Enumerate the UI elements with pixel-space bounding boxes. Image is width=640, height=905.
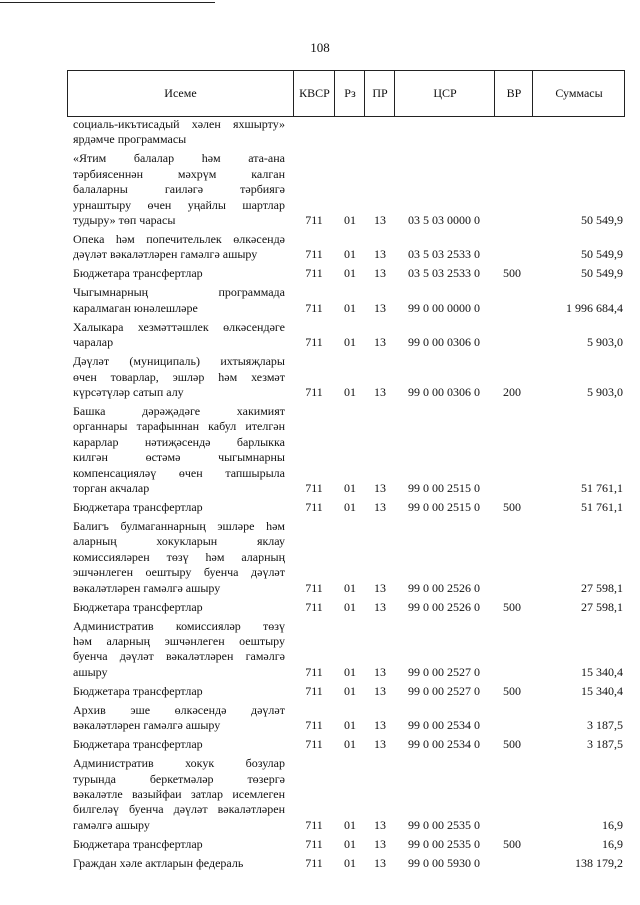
cell-rz: 01 [344,664,356,679]
cell-sum: 5 903,0 [587,385,623,399]
cell-pr: 13 [374,481,386,495]
row-name-line: дәүләт вәкаләтләрен гамәлгә ашыру [73,247,258,262]
cell-vr: 500 [503,599,521,614]
cell-kvsr: 711 [305,599,323,614]
cell-kvsr: 711 [305,664,323,679]
cell-sum: 5 903,0 [587,335,623,350]
row-name-line: Административ комиссияләр төзү [73,618,285,633]
row-name-line: комиссияләрен төзү һәм аларның [73,549,285,564]
row-name-line: Бюджетара трансфертлар [73,500,203,514]
cell-csr: 99 0 00 2535 0 [408,817,480,832]
row-name-line: урнаштыру өчен уңайлы шартлар [73,197,285,212]
cell-rz: 01 [344,481,356,495]
row-name-line: Башка дәрәҗәдәге хакимият [73,404,285,418]
row-name-line: Граждан хәле актларын федераль [73,855,244,870]
cell-sum: 50 549,9 [581,213,623,227]
cell-sum: 15 340,4 [581,664,623,679]
header-rz: Рз [334,71,365,116]
top-rule [0,2,215,3]
cell-vr: 500 [503,266,521,281]
cell-rz: 01 [344,580,356,595]
cell-csr: 99 0 00 2527 0 [408,664,480,679]
row-name-line: өчен товарлар, эшләр һәм хезмәт [73,369,285,384]
cell-csr: 99 0 00 2526 0 [408,599,480,614]
cell-rz: 01 [344,683,356,698]
row-name-line: билгеләү буенча дәүләт вәкаләтләрен [73,802,285,817]
row-name-line: «Ятим балалар һәм ата-ана [73,151,285,166]
cell-csr: 03 5 03 2533 0 [408,266,480,281]
cell-kvsr: 711 [305,718,323,733]
cell-csr: 99 0 00 2515 0 [408,500,480,514]
row-name-line: Балигъ булмаганнарның эшләре һәм [73,519,285,533]
cell-pr: 13 [374,817,386,832]
cell-pr: 13 [374,664,386,679]
cell-csr: 99 0 00 0000 0 [408,300,480,315]
cell-rz: 01 [344,247,356,262]
cell-rz: 01 [344,817,356,832]
header-name: Исеме [164,86,197,100]
cell-rz: 01 [344,855,356,870]
cell-csr: 99 0 00 0306 0 [408,385,480,399]
row-name-line: вәкаләтле вазыйфаи затлар исемлеген [73,787,285,801]
cell-rz: 01 [344,266,356,281]
cell-rz: 01 [344,300,356,315]
cell-pr: 13 [374,599,386,614]
row-name-line: ярдәмче программасы [73,132,187,147]
cell-sum: 3 187,5 [587,737,623,752]
cell-sum: 50 549,9 [581,247,623,262]
cell-pr: 13 [374,385,386,399]
cell-kvsr: 711 [305,855,323,870]
cell-csr: 03 5 03 2533 0 [408,247,480,262]
row-name-line: Административ хокук бозулар [73,756,285,771]
table-header [67,70,625,117]
cell-kvsr: 711 [305,683,323,698]
cell-sum: 50 549,9 [581,266,623,281]
row-name-line: Опека һәм попечительлек өлкәсендә [73,232,285,246]
cell-csr: 99 0 00 2535 0 [408,836,480,851]
cell-rz: 01 [344,718,356,733]
cell-pr: 13 [374,737,386,752]
row-name-line: вәкаләтләрен гамәлгә ашыру [73,580,221,595]
cell-pr: 13 [374,247,386,262]
row-name-line: Архив эше өлкәсендә дәүләт [73,702,285,717]
row-name-line: торган акчалар [73,481,150,495]
row-name-line: чаралар [73,335,114,350]
cell-csr: 99 0 00 2527 0 [408,683,480,698]
cell-vr: 500 [503,500,521,514]
header-pr: ПР [364,71,395,116]
row-name-line: Бюджетара трансфертлар [73,836,203,851]
cell-pr: 13 [374,580,386,595]
cell-rz: 01 [344,335,356,350]
cell-sum: 1 996 684,4 [566,300,623,315]
cell-sum: 27 598,1 [581,599,623,614]
cell-csr: 03 5 03 0000 0 [408,213,480,227]
cell-sum: 27 598,1 [581,580,623,595]
row-name-line: ашыру [73,664,108,679]
cell-kvsr: 711 [305,500,323,514]
cell-vr: 500 [503,836,521,851]
cell-csr: 99 0 00 2534 0 [408,718,480,733]
cell-pr: 13 [374,718,386,733]
cell-sum: 16,9 [602,836,623,851]
cell-vr: 200 [503,385,521,399]
cell-rz: 01 [344,737,356,752]
cell-pr: 13 [374,266,386,281]
row-name-line: Бюджетара трансфертлар [73,599,203,614]
cell-kvsr: 711 [305,580,323,595]
cell-csr: 99 0 00 0306 0 [408,335,480,350]
cell-rz: 01 [344,836,356,851]
row-name-line: Бюджетара трансфертлар [73,683,203,698]
row-name-line: вәкаләтләрен гамәлгә ашыру [73,718,221,733]
cell-vr: 500 [503,683,521,698]
row-name-line: тәрбиясеннән мәхрүм калган [73,166,285,181]
cell-kvsr: 711 [305,481,323,495]
row-name-line: социаль-икътисадый хәлен яхшырту» [73,117,285,131]
cell-csr: 99 0 00 2515 0 [408,481,480,495]
row-name-line: тудыру» төп чарасы [73,213,176,227]
header-kvsr: КВСР [293,71,335,116]
row-name-line: Дәүләт (муниципаль) ихтыяҗлары [73,354,285,369]
row-name-line: эшчәнлеген оештыру буенча дәүләт [73,565,285,580]
cell-csr: 99 0 00 2526 0 [408,580,480,595]
cell-kvsr: 711 [305,213,323,227]
row-name-line: каралмаган юнәлешләре [73,300,198,315]
row-name-line: буенча дәүләт вәкаләтләрен гамәлгә [73,649,285,664]
cell-rz: 01 [344,213,356,227]
cell-vr: 500 [503,737,521,752]
row-name-line: һәм аларның эшчәнлеген оештыру [73,634,285,648]
header-vr: ВР [494,71,533,116]
cell-csr: 99 0 00 5930 0 [408,855,480,870]
cell-kvsr: 711 [305,300,323,315]
page-number: 108 [310,40,330,55]
cell-sum: 15 340,4 [581,683,623,698]
row-name-line: Халыкара хезмәттәшлек өлкәсендәге [73,319,285,334]
cell-pr: 13 [374,213,386,227]
cell-kvsr: 711 [305,737,323,752]
cell-rz: 01 [344,500,356,514]
row-name-line: Бюджетара трансфертлар [73,737,203,752]
cell-sum: 138 179,2 [575,855,623,870]
row-name-line: Бюджетара трансфертлар [73,266,203,281]
cell-sum: 16,9 [602,817,623,832]
cell-pr: 13 [374,683,386,698]
row-name-line: килгән өстәмә чыгымнарны [73,450,285,465]
cell-rz: 01 [344,599,356,614]
row-name-line: компенсацияләү өчен тапшырыла [73,465,285,480]
cell-sum: 3 187,5 [587,718,623,733]
cell-csr: 99 0 00 2534 0 [408,737,480,752]
cell-pr: 13 [374,300,386,315]
cell-pr: 13 [374,335,386,350]
cell-sum: 51 761,1 [581,500,623,514]
row-name-line: органнары тарафыннан кабул ителгән [73,419,285,434]
row-name-line: карарлар нәтиҗәсендә барлыкка [73,434,285,449]
cell-kvsr: 711 [305,836,323,851]
header-csr: ЦСР [394,71,495,116]
cell-sum: 51 761,1 [581,481,623,495]
row-name-line: күрсәтүләр сатып алу [73,385,184,399]
cell-pr: 13 [374,836,386,851]
cell-kvsr: 711 [305,266,323,281]
row-name-line: аларның хокукларын яклау [73,534,285,549]
header-sum: Суммасы [532,71,625,116]
row-name-line: гамәлгә ашыру [73,817,150,832]
cell-rz: 01 [344,385,356,399]
cell-kvsr: 711 [305,335,323,350]
cell-pr: 13 [374,855,386,870]
cell-kvsr: 711 [305,247,323,262]
row-name-line: балаларны гаиләгә тәрбиягә [73,182,285,197]
cell-pr: 13 [374,500,386,514]
cell-kvsr: 711 [305,817,323,832]
row-name-line: Чыгымнарның программада [73,285,285,300]
cell-kvsr: 711 [305,385,323,399]
row-name-line: турында беркетмәләр төзергә [73,771,285,786]
